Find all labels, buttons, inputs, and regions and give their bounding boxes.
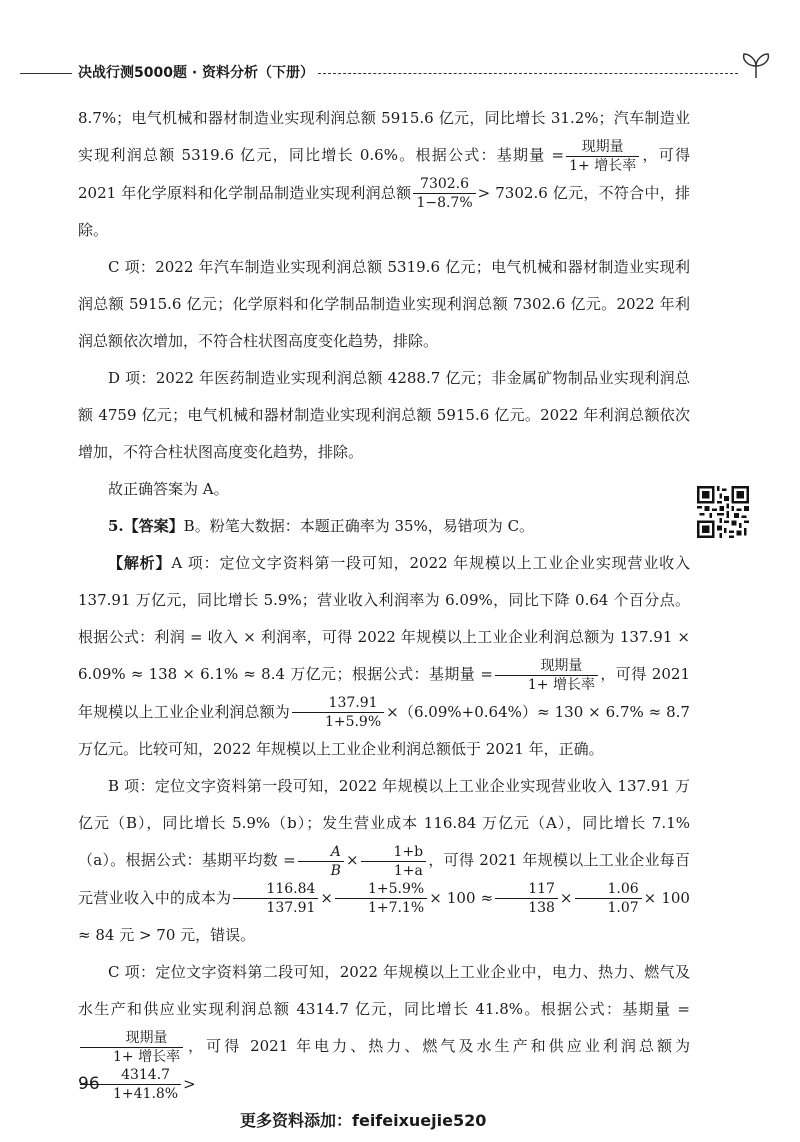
fraction-approx-1: $\frac{117}{138}$	[495, 880, 558, 917]
fraction-base-formula: $\frac{\text{现期量}}{\text{1+ 增长率}}$	[566, 138, 639, 175]
paragraph-option-c: C 项：2022 年汽车制造业实现利润总额 5319.6 亿元；电气机械和器材制造业实现利润总额 5915.6 亿元；化学原料和化学制品制造业实现利润总额 7302.6 亿元。2022 年利润总额依次增加，不符合柱状图高度变化趋势，排除。	[78, 258, 690, 350]
fraction-growth-ratio: $\frac{1+b}{1+a}$	[361, 843, 427, 880]
fraction-power: $\frac{4314.7}{1+41.8\%}$	[80, 1066, 181, 1103]
fraction-approx-2: $\frac{1.06}{1.07}$	[575, 880, 642, 917]
fraction-cost-revenue: $\frac{116.84}{137.91}$	[233, 880, 318, 917]
fraction-base-formula: $\frac{\text{现期量}}{\text{1+ 增长率}}$	[495, 657, 598, 694]
fraction-growth-values: $\frac{1+5.9\%}{1+7.1\%}$	[335, 880, 427, 917]
footer-note: 更多资料添加：feifeixuejie520	[240, 1111, 487, 1130]
book-title: 决战行测5000题 · 资料分析（下册）	[78, 65, 315, 81]
qr-code-icon[interactable]	[697, 486, 749, 538]
paragraph-analysis-a: 【解析】A 项：定位文字资料第一段可知，2022 年规模以上工业企业实现营业收入 137.91 万亿元，同比增长 5.9%；营业收入利润率为 6.09%，同比下降 0.64 个百分点。根据公式：利润 = 收入 × 利润率，可得 2022 年规模以上工业企业利润总额为 137.91 × 6.09% ≈ 138 × 6.1% ≈ 8.4 万亿元；根据公式：基期量 = $\frac{\text{现期量}}{\text{1+ 增长率}}$ ，可得 2021 年规模以上工业企业利润总额为 $\frac{137.91}{1+5.9\%}$ ×（6.09%+0.64%）≈ 130 × 6.7% ≈ 8.7 万亿元。比较可知，2022 年规模以上工业企业利润总额低于 2021 年，正确。	[78, 554, 690, 758]
running-header	[20, 58, 760, 88]
paragraph-answer: 5.【答案】B。粉笔大数据：本题正确率为 35%，易错项为 C。	[108, 517, 535, 535]
fraction-base-formula: $\frac{\text{现期量}}{\text{1+ 增长率}}$	[80, 1029, 183, 1066]
fraction-chemical: $\frac{7302.6}{1-8.7\%}$	[413, 175, 475, 212]
paragraph-continuation: 8.7%；电气机械和器材制造业实现利润总额 5915.6 亿元，同比增长 31.2%；汽车制造业实现利润总额 5319.6 亿元，同比增长 0.6%。根据公式：基期量 = $\frac{\text{现期量}}{\text{1+ 增长率}}$ ，可得 2021 年化学原料和化学制品制造业实现利润总额 $\frac{7302.6}{1-8.7\%}$ > 7302.6 亿元，不符合中，排除。	[78, 109, 690, 239]
paragraph-option-d: D 项：2022 年医药制造业实现利润总额 4288.7 亿元；非金属矿物制品业实现利润总额 4759 亿元；电气机械和器材制造业实现利润总额 5915.6 亿元。2022 年利润总额依次增加，不符合柱状图高度变化趋势，排除。	[78, 369, 690, 461]
page-body	[78, 100, 690, 1103]
paragraph-analysis-b: B 项：定位文字资料第一段可知，2022 年规模以上工业企业实现营业收入 137.91 万亿元（B），同比增长 5.9%（b）；发生营业成本 116.84 万亿元（A），同比增长 7.1%（a）。根据公式：基期平均数 = $\frac{A}{B}$ × $\frac{1+b}{1+a}$ ，可得 2021 年规模以上工业企业每百元营业收入中的成本为 $\frac{116.84}{137.91}$ × $\frac{1+5.9\%}{1+7.1\%}$ × 100 ≈ $\frac{117}{138}$ × $\frac{1.06}{1.07}$ × 100 ≈ 84 元 > 70 元，错误。	[78, 777, 691, 944]
paragraph-analysis-c: C 项：定位文字资料第二段可知，2022 年规模以上工业企业中，电力、热力、燃气及水生产和供应业实现利润总额 4314.7 亿元，同比增长 41.8%。根据公式：基期量 = $\frac{\text{现期量}}{\text{1+ 增长率}}$ ，可得 2021 年电力、热力、燃气及水生产和供应业利润总额为 $\frac{4314.7}{1+41.8\%}$ >	[78, 963, 690, 1102]
answer-label: 5.【答案】	[108, 517, 184, 535]
paragraph-conclusion: 故正确答案为 A。	[108, 480, 229, 498]
header-rule-left	[20, 73, 72, 74]
page-number: 96	[78, 1074, 100, 1094]
fraction-a-over-b: $\frac{A}{B}$	[298, 843, 344, 880]
sprout-icon	[738, 52, 774, 80]
analysis-label: 【解析】	[108, 554, 172, 572]
header-rule-right	[318, 73, 738, 74]
fraction-revenue: $\frac{137.91}{1+5.9\%}$	[292, 694, 384, 731]
